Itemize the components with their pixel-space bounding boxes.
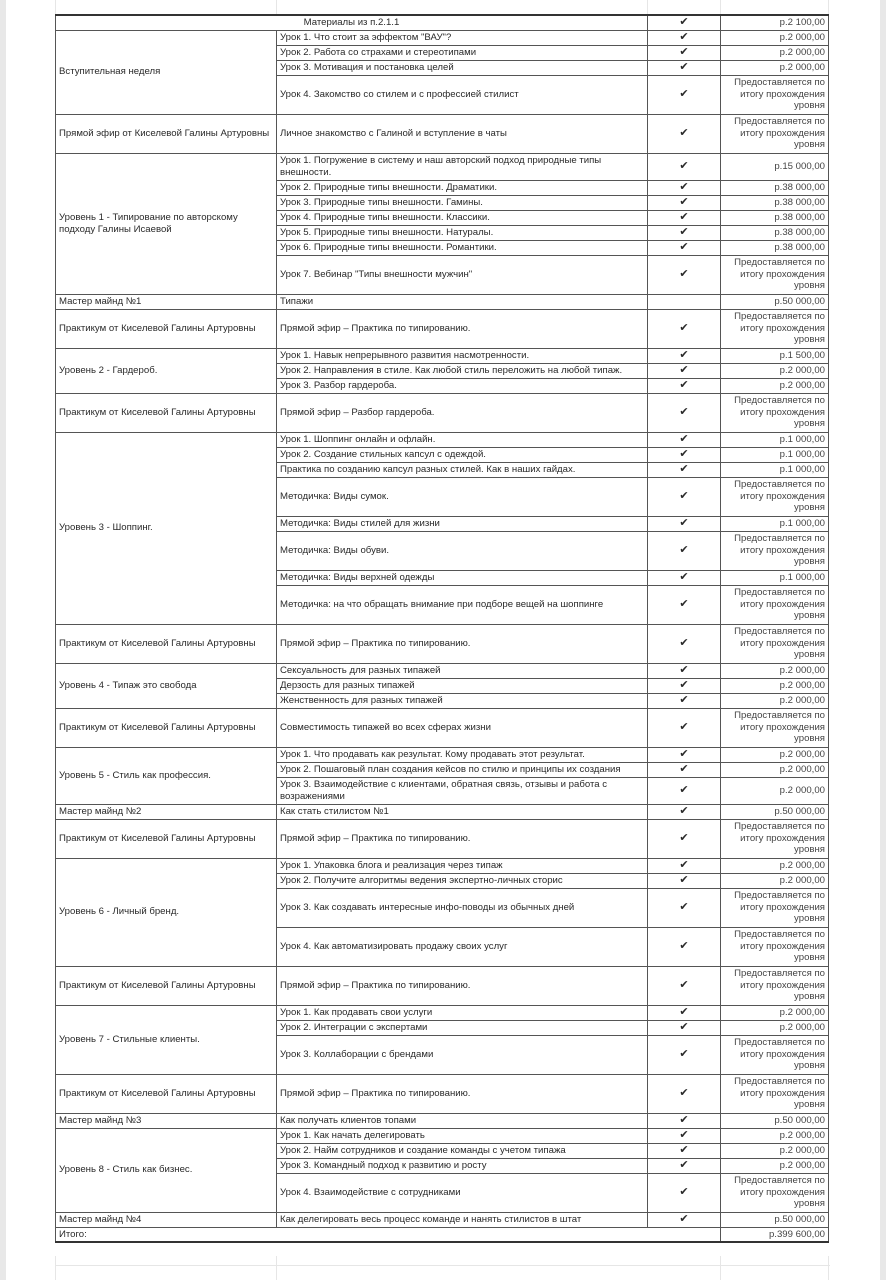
- lesson-cell[interactable]: Урок 2. Направления в стиле. Как любой стиль переложить на любой типаж.: [277, 363, 648, 378]
- price-cell[interactable]: Предоставляется по итогу прохождения уровня: [721, 708, 829, 747]
- lesson-cell[interactable]: Как делегировать весь процесс команде и нанять стилистов в штат: [277, 1212, 648, 1227]
- lesson-cell[interactable]: Урок 3. Взаимодействие с клиентами, обратная связь, отзывы и работа с возражениями: [277, 777, 648, 804]
- check-icon: ✔: [648, 873, 721, 888]
- gridline: [276, 0, 277, 14]
- section-cell[interactable]: Уровень 4 - Типаж это свобода: [56, 663, 277, 708]
- table-row: [56, 294, 829, 309]
- table-row: [56, 348, 829, 363]
- lesson-cell[interactable]: Прямой эфир – Разбор гардероба.: [277, 393, 648, 432]
- check-icon: ✔: [648, 819, 721, 858]
- section-cell[interactable]: Вступительная неделя: [56, 30, 277, 114]
- price-cell[interactable]: р.2 100,00: [721, 15, 829, 30]
- price-cell[interactable]: р.1 000,00: [721, 516, 829, 531]
- table-row: [56, 966, 829, 1005]
- section-cell[interactable]: Мастер майнд №1: [56, 294, 277, 309]
- check-icon: ✔: [648, 210, 721, 225]
- section-cell[interactable]: Мастер майнд №3: [56, 1113, 277, 1128]
- check-icon: ✔: [648, 966, 721, 1005]
- check-icon: ✔: [648, 762, 721, 777]
- check-icon: ✔: [648, 432, 721, 447]
- lesson-cell[interactable]: Методичка: Виды обуви.: [277, 531, 648, 570]
- check-icon: ✔: [648, 348, 721, 363]
- check-icon: ✔: [648, 153, 721, 180]
- lesson-cell[interactable]: Методичка: Виды верхней одежды: [277, 570, 648, 585]
- price-cell[interactable]: Предоставляется по итогу прохождения уровня: [721, 75, 829, 114]
- price-cell[interactable]: Предоставляется по итогу прохождения уровня: [721, 927, 829, 966]
- check-icon: ✔: [648, 1173, 721, 1212]
- table-row: [56, 804, 829, 819]
- table-row: [56, 747, 829, 762]
- lesson-cell[interactable]: Урок 4. Закомство со стилем и с профессией стилист: [277, 75, 648, 114]
- price-cell[interactable]: р.38 000,00: [721, 195, 829, 210]
- lesson-cell[interactable]: Прямой эфир – Практика по типированию.: [277, 819, 648, 858]
- lesson-cell[interactable]: Урок 1. Что продавать как результат. Кому продавать этот результат.: [277, 747, 648, 762]
- page-left-edge: [0, 0, 6, 1280]
- lesson-cell[interactable]: Урок 3. Как создавать интересные инфо-поводы из обычных дней: [277, 888, 648, 927]
- price-cell[interactable]: Предоставляется по итогу прохождения уровня: [721, 309, 829, 348]
- check-icon: ✔: [648, 309, 721, 348]
- table-row: [56, 153, 829, 180]
- section-cell[interactable]: Практикум от Киселевой Галины Артуровны: [56, 819, 277, 858]
- lesson-cell[interactable]: Урок 1. Упаковка блога и реализация через типаж: [277, 858, 648, 873]
- lesson-cell[interactable]: Урок 3. Коллаборации с брендами: [277, 1035, 648, 1074]
- check-icon: ✔: [648, 516, 721, 531]
- section-cell[interactable]: Уровень 2 - Гардероб.: [56, 348, 277, 393]
- section-cell[interactable]: Мастер майнд №4: [56, 1212, 277, 1227]
- price-cell[interactable]: р.2 000,00: [721, 1128, 829, 1143]
- lesson-cell[interactable]: Урок 7. Вебинар "Типы внешности мужчин": [277, 255, 648, 294]
- lesson-cell[interactable]: Практика по созданию капсул разных стилей. Как в наших гайдах.: [277, 462, 648, 477]
- check-icon: ✔: [648, 30, 721, 45]
- check-icon: ✔: [648, 927, 721, 966]
- table-row: [56, 309, 829, 348]
- table-row: [56, 1074, 829, 1113]
- lesson-cell[interactable]: Урок 3. Природные типы внешности. Гамины.: [277, 195, 648, 210]
- check-icon: ✔: [648, 1158, 721, 1173]
- price-cell[interactable]: р.2 000,00: [721, 678, 829, 693]
- check-icon: ✔: [648, 462, 721, 477]
- gridline: [720, 0, 721, 14]
- course-price-table: [55, 14, 829, 1243]
- section-cell[interactable]: Мастер майнд №2: [56, 804, 277, 819]
- price-cell[interactable]: р.2 000,00: [721, 1143, 829, 1158]
- price-cell[interactable]: Предоставляется по итогу прохождения уровня: [721, 393, 829, 432]
- check-icon: ✔: [648, 531, 721, 570]
- price-cell[interactable]: Предоставляется по итогу прохождения уровня: [721, 1035, 829, 1074]
- check-icon: ✔: [648, 1212, 721, 1227]
- price-cell[interactable]: р.2 000,00: [721, 777, 829, 804]
- check-icon: ✔: [648, 663, 721, 678]
- table-row: [56, 663, 829, 678]
- check-icon: ✔: [648, 804, 721, 819]
- price-cell[interactable]: Предоставляется по итогу прохождения уровня: [721, 966, 829, 1005]
- gridline: [276, 1256, 277, 1280]
- table-row: [56, 708, 829, 747]
- price-cell[interactable]: Предоставляется по итогу прохождения уровня: [721, 888, 829, 927]
- price-cell[interactable]: р.2 000,00: [721, 363, 829, 378]
- table-row: [56, 30, 829, 45]
- check-icon: ✔: [648, 195, 721, 210]
- price-cell[interactable]: Предоставляется по итогу прохождения уровня: [721, 114, 829, 153]
- page-right-edge: [880, 0, 886, 1280]
- price-cell[interactable]: Предоставляется по итогу прохождения уровня: [721, 255, 829, 294]
- section-cell[interactable]: Уровень 6 - Личный бренд.: [56, 858, 277, 966]
- check-icon: ✔: [648, 114, 721, 153]
- section-cell[interactable]: Практикум от Киселевой Галины Артуровны: [56, 708, 277, 747]
- lesson-cell[interactable]: Урок 1. Навык непрерывного развития насмотренности.: [277, 348, 648, 363]
- check-icon: ✔: [648, 240, 721, 255]
- section-cell[interactable]: Практикум от Киселевой Галины Артуровны: [56, 1074, 277, 1113]
- lesson-cell[interactable]: Женственность для разных типажей: [277, 693, 648, 708]
- check-icon: ✔: [648, 570, 721, 585]
- check-icon: ✔: [648, 447, 721, 462]
- gridline: [55, 1256, 56, 1280]
- lesson-cell[interactable]: Урок 2. Работа со страхами и стереотипами: [277, 45, 648, 60]
- gridline: [720, 1256, 721, 1280]
- lesson-cell[interactable]: Урок 2. Создание стильных капсул с одеждой.: [277, 447, 648, 462]
- section-cell[interactable]: Уровень 5 - Стиль как профессия.: [56, 747, 277, 804]
- check-icon: ✔: [648, 393, 721, 432]
- price-cell[interactable]: р.50 000,00: [721, 294, 829, 309]
- price-cell[interactable]: Предоставляется по итогу прохождения уровня: [721, 1173, 829, 1212]
- price-cell[interactable]: р.50 000,00: [721, 804, 829, 819]
- lesson-cell[interactable]: Урок 6. Природные типы внешности. Романтики.: [277, 240, 648, 255]
- lesson-cell[interactable]: Урок 1. Шоппинг онлайн и офлайн.: [277, 432, 648, 447]
- gridline: [828, 1256, 829, 1280]
- table-row: [56, 15, 829, 30]
- lesson-cell[interactable]: Урок 1. Как продавать свои услуги: [277, 1005, 648, 1020]
- check-icon: ✔: [648, 45, 721, 60]
- lesson-cell[interactable]: Урок 2. Получите алгоритмы ведения экспертно-личных сторис: [277, 873, 648, 888]
- gridline: [828, 0, 829, 14]
- lesson-cell[interactable]: Дерзость для разных типажей: [277, 678, 648, 693]
- table-row: [56, 432, 829, 447]
- price-cell[interactable]: р.50 000,00: [721, 1113, 829, 1128]
- section-cell[interactable]: Практикум от Киселевой Галины Артуровны: [56, 309, 277, 348]
- price-cell[interactable]: р.2 000,00: [721, 1158, 829, 1173]
- lesson-cell[interactable]: Материалы из п.2.1.1: [56, 15, 648, 30]
- lesson-cell[interactable]: Прямой эфир – Практика по типированию.: [277, 624, 648, 663]
- check-icon: ✔: [648, 75, 721, 114]
- total-label: Итого:: [56, 1227, 721, 1242]
- price-cell[interactable]: р.2 000,00: [721, 1020, 829, 1035]
- price-cell[interactable]: Предоставляется по итогу прохождения уровня: [721, 477, 829, 516]
- price-cell[interactable]: р.2 000,00: [721, 1005, 829, 1020]
- lesson-cell[interactable]: Урок 2. Пошаговый план создания кейсов по стилю и принципы их создания: [277, 762, 648, 777]
- price-cell[interactable]: р.2 000,00: [721, 60, 829, 75]
- lesson-cell[interactable]: Сексуальность для разных типажей: [277, 663, 648, 678]
- lesson-cell[interactable]: Урок 1. Погружение в систему и наш авторский подход природные типы внешности.: [277, 153, 648, 180]
- price-cell[interactable]: р.2 000,00: [721, 873, 829, 888]
- price-cell[interactable]: Предоставляется по итогу прохождения уровня: [721, 531, 829, 570]
- section-cell[interactable]: Прямой эфир от Киселевой Галины Артуровны: [56, 114, 277, 153]
- price-cell[interactable]: р.2 000,00: [721, 663, 829, 678]
- lesson-cell[interactable]: Типажи: [277, 294, 648, 309]
- table-row: [56, 1128, 829, 1143]
- check-icon: ✔: [648, 693, 721, 708]
- lesson-cell[interactable]: Методичка: на что обращать внимание при подборе вещей на шоппинге: [277, 585, 648, 624]
- price-cell[interactable]: Предоставляется по итогу прохождения уровня: [721, 819, 829, 858]
- check-icon: ✔: [648, 378, 721, 393]
- price-cell[interactable]: р.1 000,00: [721, 462, 829, 477]
- lesson-cell[interactable]: Совместимость типажей во всех сферах жизни: [277, 708, 648, 747]
- check-icon: ✔: [648, 1035, 721, 1074]
- price-cell[interactable]: р.2 000,00: [721, 30, 829, 45]
- lesson-cell[interactable]: Прямой эфир – Практика по типированию.: [277, 966, 648, 1005]
- lesson-cell[interactable]: Методичка: Виды стилей для жизни: [277, 516, 648, 531]
- check-icon: ✔: [648, 60, 721, 75]
- check-icon: ✔: [648, 477, 721, 516]
- lesson-cell[interactable]: Личное знакомство с Галиной и вступление в чаты: [277, 114, 648, 153]
- lesson-cell[interactable]: Урок 5. Природные типы внешности. Натуралы.: [277, 225, 648, 240]
- check-icon: ✔: [648, 1143, 721, 1158]
- check-icon: ✔: [648, 180, 721, 195]
- section-cell[interactable]: Уровень 8 - Стиль как бизнес.: [56, 1128, 277, 1212]
- lesson-cell[interactable]: Урок 2. Природные типы внешности. Драматики.: [277, 180, 648, 195]
- lesson-cell[interactable]: Как стать стилистом №1: [277, 804, 648, 819]
- check-icon: ✔: [648, 777, 721, 804]
- lesson-cell[interactable]: Урок 2. Найм сотрудников и создание команды с учетом типажа: [277, 1143, 648, 1158]
- table-row: [56, 1113, 829, 1128]
- price-cell[interactable]: р.1 000,00: [721, 447, 829, 462]
- table-row: [56, 858, 829, 873]
- section-cell[interactable]: Практикум от Киселевой Галины Артуровны: [56, 966, 277, 1005]
- check-icon: ✔: [648, 888, 721, 927]
- lesson-cell[interactable]: Прямой эфир – Практика по типированию.: [277, 309, 648, 348]
- lesson-cell[interactable]: Методичка: Виды сумок.: [277, 477, 648, 516]
- lesson-cell[interactable]: Урок 4. Как автоматизировать продажу своих услуг: [277, 927, 648, 966]
- lesson-cell[interactable]: Урок 3. Разбор гардероба.: [277, 378, 648, 393]
- price-cell[interactable]: р.38 000,00: [721, 240, 829, 255]
- lesson-cell[interactable]: Урок 4. Природные типы внешности. Классики.: [277, 210, 648, 225]
- price-cell[interactable]: р.38 000,00: [721, 225, 829, 240]
- price-cell[interactable]: р.2 000,00: [721, 45, 829, 60]
- table-row: [56, 114, 829, 153]
- check-icon: ✔: [648, 624, 721, 663]
- section-cell[interactable]: Уровень 7 - Стильные клиенты.: [56, 1005, 277, 1074]
- check-icon: ✔: [648, 1074, 721, 1113]
- lesson-cell[interactable]: Урок 1. Что стоит за эффектом "ВАУ"?: [277, 30, 648, 45]
- total-row: [56, 1227, 829, 1242]
- check-cell-empty: [648, 294, 721, 309]
- table-row: [56, 393, 829, 432]
- price-cell[interactable]: р.1 000,00: [721, 570, 829, 585]
- price-cell[interactable]: р.1 500,00: [721, 348, 829, 363]
- lesson-cell[interactable]: Урок 4. Взаимодействие с сотрудниками: [277, 1173, 648, 1212]
- check-icon: ✔: [648, 1113, 721, 1128]
- check-icon: ✔: [648, 225, 721, 240]
- gridline: [55, 0, 56, 14]
- price-cell[interactable]: р.2 000,00: [721, 378, 829, 393]
- lesson-cell[interactable]: Урок 2. Интеграции с экспертами: [277, 1020, 648, 1035]
- lesson-cell[interactable]: Урок 1. Как начать делегировать: [277, 1128, 648, 1143]
- price-cell[interactable]: р.2 000,00: [721, 762, 829, 777]
- check-icon: ✔: [648, 1128, 721, 1143]
- check-icon: ✔: [648, 585, 721, 624]
- price-cell[interactable]: Предоставляется по итогу прохождения уровня: [721, 585, 829, 624]
- price-cell[interactable]: р.50 000,00: [721, 1212, 829, 1227]
- table-row: [56, 819, 829, 858]
- table-row: [56, 1005, 829, 1020]
- section-cell[interactable]: Уровень 3 - Шоппинг.: [56, 432, 277, 624]
- gridline: [647, 0, 648, 14]
- check-icon: ✔: [648, 678, 721, 693]
- check-icon: ✔: [648, 747, 721, 762]
- price-cell[interactable]: Предоставляется по итогу прохождения уровня: [721, 1074, 829, 1113]
- price-cell[interactable]: р.1 000,00: [721, 432, 829, 447]
- lesson-cell[interactable]: Урок 3. Командный подход к развитию и росту: [277, 1158, 648, 1173]
- check-icon: ✔: [648, 363, 721, 378]
- table-row: [56, 1212, 829, 1227]
- lesson-cell[interactable]: Прямой эфир – Практика по типированию.: [277, 1074, 648, 1113]
- price-cell[interactable]: р.2 000,00: [721, 747, 829, 762]
- check-icon: ✔: [648, 15, 721, 30]
- price-cell[interactable]: р.38 000,00: [721, 180, 829, 195]
- section-cell[interactable]: Практикум от Киселевой Галины Артуровны: [56, 624, 277, 663]
- check-icon: ✔: [648, 1020, 721, 1035]
- section-cell[interactable]: Уровень 1 - Типирование по авторскому подходу Галины Исаевой: [56, 153, 277, 294]
- total-value[interactable]: р.399 600,00: [721, 1227, 829, 1242]
- price-cell[interactable]: р.38 000,00: [721, 210, 829, 225]
- lesson-cell[interactable]: Урок 3. Мотивация и постановка целей: [277, 60, 648, 75]
- price-cell[interactable]: р.2 000,00: [721, 858, 829, 873]
- check-icon: ✔: [648, 708, 721, 747]
- price-cell[interactable]: р.2 000,00: [721, 693, 829, 708]
- check-icon: ✔: [648, 255, 721, 294]
- check-icon: ✔: [648, 1005, 721, 1020]
- section-cell[interactable]: Практикум от Киселевой Галины Артуровны: [56, 393, 277, 432]
- table-row: [56, 624, 829, 663]
- lesson-cell[interactable]: Как получать клиентов топами: [277, 1113, 648, 1128]
- gridline: [55, 1265, 830, 1266]
- price-cell[interactable]: Предоставляется по итогу прохождения уровня: [721, 624, 829, 663]
- check-icon: ✔: [648, 858, 721, 873]
- price-cell[interactable]: р.15 000,00: [721, 153, 829, 180]
